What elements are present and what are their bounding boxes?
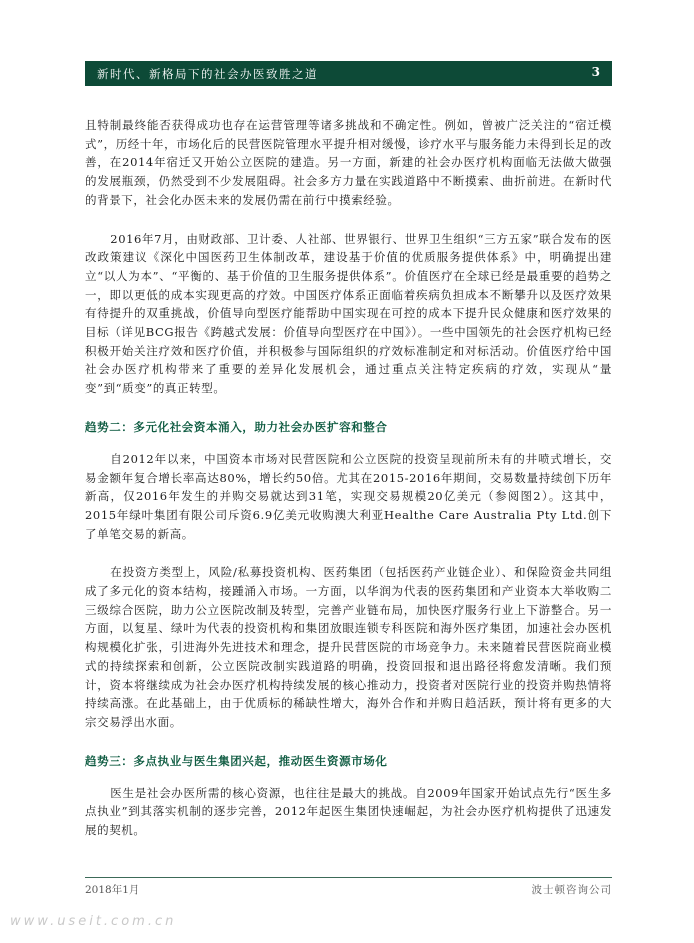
paragraph-doctors: 医生是社会办医所需的核心资源，也往往是最大的挑战。自2009年国家开始试点先行“医生多点执业”到其落实机制的逐步完善，2012年起医生集团快速崛起，为社会办医疗机构提供了迅速发展的契机。	[85, 785, 612, 838]
watermark: www.useit.com.cn	[10, 914, 177, 929]
header-bar	[85, 61, 612, 86]
paragraph-capital-market: 自2012年以来，中国资本市场对民营医院和公立医院的投资呈现前所未有的井喷式增长，交易金额年复合增长率高达80%，增长约50倍。尤其在2015-2016年期间，交易数量持续创下历年新高，仅2016年发生的并购交易就达到31笔，实现交易规模20亿美元（参阅图2）。这其中，2015年绿叶集团有限公司斥资6.9亿美元收购澳大利亚Healthe Care Australia Pty Ltd.创下了单笔交易的新高。	[85, 451, 612, 541]
page-number: 3	[591, 65, 600, 79]
page-content	[85, 116, 612, 860]
footer-divider	[85, 877, 612, 878]
paragraph-intro: 且特制最终能否获得成功也存在运营管理等诸多挑战和不确定性。例如，曾被广泛关注的“宿迁模式”，历经十年，市场化后的民营医院管理水平提升相对缓慢，诊疗水平与服务能力未得到长足的改善，在2014年宿迁又开始公立医院的建造。另一方面，新建的社会办医疗机构面临无法做大做强的发展瓶颈，仍然受到不少发展阻碍。社会多方力量在实践道路中不断摸索、曲折前进。在新时代的背景下，社会化办医未来的发展仍需在前行中摸索经验。	[85, 118, 612, 207]
paragraph-value-medicine: 2016年7月，由财政部、卫计委、人社部、世界银行、世界卫生组织“三方五家”联合发布的医改政策建议《深化中国医药卫生体制改革，建设基于价值的优质服务提供体系》中，明确提出建立“以人为本”、“平衡的、基于价值的卫生服务提供体系”。价值医疗在全球已经是最重要的趋势之一，即以更低的成本实现更高的疗效。中国医疗体系正面临着疾病负担成本不断攀升以及医疗效果有待提升的双重挑战，价值导向型医疗能帮助中国实现在可控的成本下提升民众健康和医疗效果的目标（详见BCG报告《跨越式发展：价值导向型医疗在中国》）。一些中国领先的社会医疗机构已经积极开始关注疗效和医疗价值，并积极参与国际组织的疗效标准制定和对标活动。价值医疗给中国社会办医疗机构带来了重要的差异化发展机会，通过重点关注特定疾病的疗效，实现从“量变”到“质变”的真正转型。	[85, 231, 612, 396]
trend-two-heading: 趋势二：多元化社会资本涌入，助力社会办医扩容和整合	[85, 419, 388, 434]
trend-three-heading: 趋势三：多点执业与医生集团兴起，推动医生资源市场化	[85, 753, 388, 768]
footer-company: 波士顿咨询公司	[531, 884, 612, 896]
paragraph-investor-types: 在投资方类型上，风险/私募投资机构、医药集团（包括医药产业链企业）、和保险资金共同组成了多元化的资本结构，接踵涌入市场。一方面，以华润为代表的医药集团和产业资本大举收购二三级综合医院，助力公立医院改制及转型，完善产业链布局，加快医疗服务行业上下游整合。另一方面，以复星、绿叶为代表的投资机构和集团放眼连锁专科医院和海外医疗集团，加速社会办医机构规模化扩张，引进海外先进技术和理念，提升民营医院的市场竞争力。未来随着民营医院商业模式的持续探索和创新，公立医院改制实践道路的明确，投资回报和退出路径将愈发清晰。我们预计，资本将继续成为社会办医疗机构持续发展的核心推动力，投资者对医院行业的投资并购热情将持续高涨。在此基础上，由于优质标的稀缺性增大，海外合作和并购日趋活跃，预计将有更多的大宗交易浮出水面。	[85, 565, 612, 729]
document-title: 新时代、新格局下的社会办医致胜之道	[97, 67, 318, 81]
footer-date: 2018年1月	[85, 884, 140, 896]
